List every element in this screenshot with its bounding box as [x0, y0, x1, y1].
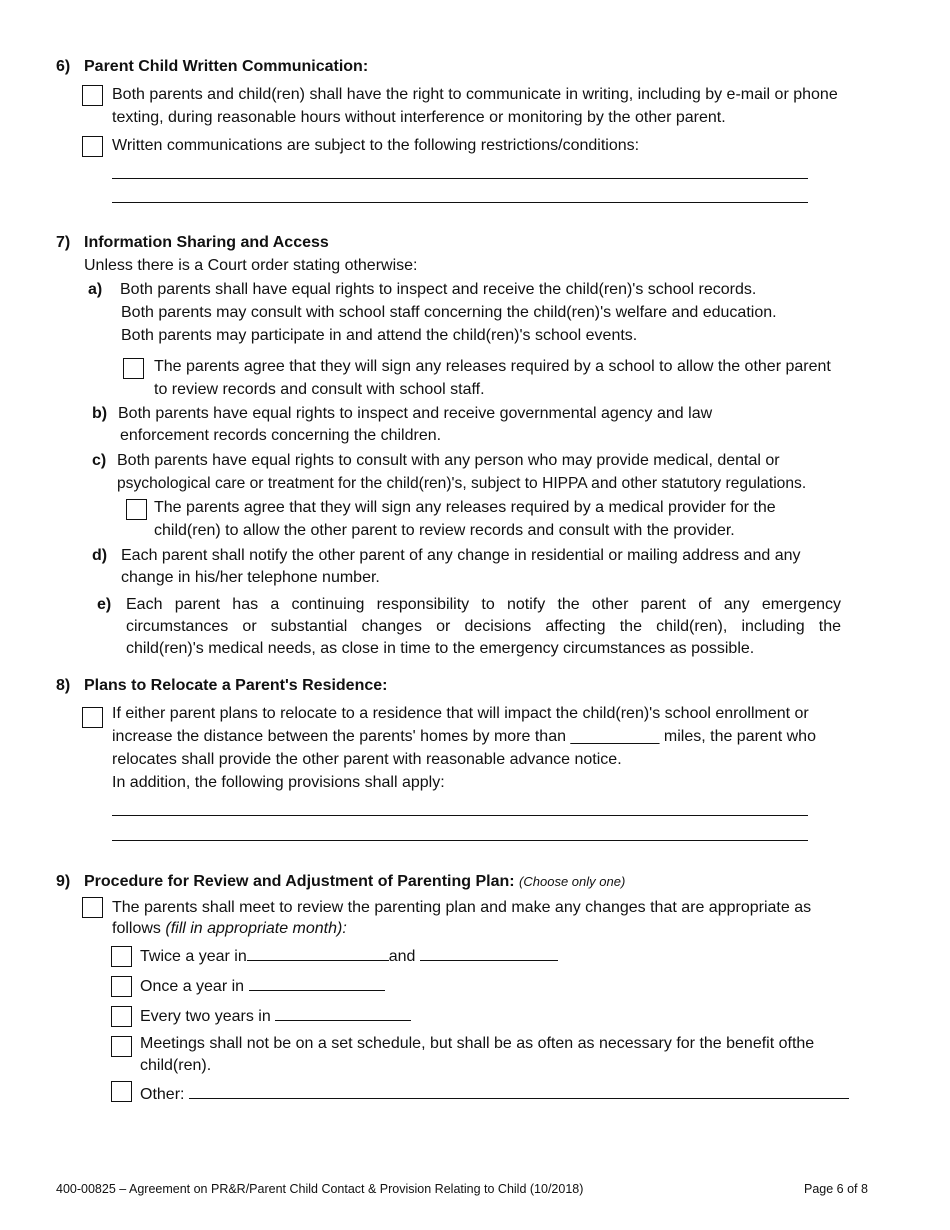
once-a-year-label: Once a year in	[140, 978, 245, 995]
once-month-field[interactable]	[249, 976, 385, 991]
section-9-heading	[84, 873, 625, 891]
section-6-option1-line1: Both parents and child(ren) shall have the right to communicate in writing, including by e-mail or phone	[112, 86, 838, 103]
twice-month-2-field[interactable]	[420, 946, 558, 961]
item-a-line1: Both parents shall have equal rights to inspect and receive the child(ren)'s school records.	[120, 281, 757, 298]
section-8-number: 8)	[56, 677, 71, 694]
school-releases-line2: to review records and consult with school staff.	[154, 381, 485, 398]
relocation-line4: In addition, the following provisions shall apply:	[112, 774, 445, 791]
section-7-number: 7)	[56, 234, 71, 251]
relocation-provisions-line-1[interactable]	[112, 815, 808, 816]
section-9-number: 9)	[56, 873, 71, 890]
item-b-letter: b)	[92, 405, 108, 422]
twice-a-year-checkbox[interactable]	[111, 946, 132, 967]
every-two-years-row	[140, 1006, 411, 1026]
every-two-years-label: Every two years in	[140, 1008, 271, 1025]
section-7-intro: Unless there is a Court order stating otherwise:	[84, 257, 418, 274]
page-number: Page 6 of 8	[804, 1182, 868, 1196]
section-8-title: Plans to Relocate a Parent's Residence:	[84, 677, 388, 694]
twice-a-year-row	[140, 946, 558, 966]
review-line2	[112, 920, 347, 938]
as-necessary-checkbox[interactable]	[111, 1036, 132, 1057]
section-6-option1-line2: texting, during reasonable hours without interference or monitoring by the other parent.	[112, 109, 726, 126]
written-communication-restrictions-checkbox[interactable]	[82, 136, 103, 157]
item-c-line1: Both parents have equal rights to consult with any person who may provide medical, dental or	[117, 452, 780, 469]
medical-releases-line2: child(ren) to allow the other parent to review records and consult with the provider.	[154, 522, 735, 539]
medical-releases-checkbox[interactable]	[126, 499, 147, 520]
relocation-notice-checkbox[interactable]	[82, 707, 103, 728]
section-9-title: Procedure for Review and Adjustment of Parenting Plan:	[84, 873, 515, 890]
item-e-letter: e)	[97, 596, 112, 613]
twice-and-label: and	[388, 948, 416, 965]
section-6-title: Parent Child Written Communication:	[84, 58, 369, 75]
item-e-line2: circumstances or substantial changes or decisions affecting the child(ren), including the	[126, 618, 841, 635]
as-necessary-line1: Meetings shall not be on a set schedule, but shall be as often as necessary for the benefit ofthe	[140, 1035, 815, 1052]
item-d-line1: Each parent shall notify the other parent of any change in residential or mailing address and any	[121, 547, 801, 564]
written-communication-right-checkbox[interactable]	[82, 85, 103, 106]
twice-month-1-field[interactable]	[247, 946, 389, 961]
review-line2-instruction: (fill in appropriate month):	[165, 920, 347, 937]
other-option-checkbox[interactable]	[111, 1081, 132, 1102]
other-description-field[interactable]	[189, 1084, 849, 1099]
once-a-year-row	[140, 976, 385, 996]
medical-releases-line1: The parents agree that they will sign any releases required by a medical provider for the	[154, 499, 776, 516]
relocation-line2	[112, 728, 816, 746]
review-meeting-checkbox[interactable]	[82, 897, 103, 918]
form-number-footer: 400-00825 – Agreement on PR&R/Parent Child Contact & Provision Relating to Child (10/2018)	[56, 1182, 584, 1196]
item-e-line1: Each parent has a continuing responsibility to notify the other parent of any emergency	[126, 596, 841, 613]
restrictions-blank-line-2[interactable]	[112, 202, 808, 203]
every-two-years-checkbox[interactable]	[111, 1006, 132, 1027]
item-e-line3: child(ren)'s medical needs, as close in time to the emergency circumstances as possible.	[126, 640, 755, 657]
relocation-miles-blank[interactable]: __________	[570, 728, 660, 745]
item-c-line2: psychological care or treatment for the child(ren)'s, subject to HIPPA and other statutory regulations.	[117, 475, 807, 492]
school-releases-checkbox[interactable]	[123, 358, 144, 379]
every-two-years-month-field[interactable]	[275, 1006, 411, 1021]
as-necessary-line2: child(ren).	[140, 1057, 212, 1074]
section-7-title: Information Sharing and Access	[84, 234, 329, 251]
relocation-line2-end: miles, the parent who	[663, 728, 816, 745]
item-c-letter: c)	[92, 452, 107, 469]
item-a-letter: a)	[88, 281, 103, 298]
section-6-number: 6)	[56, 58, 71, 75]
other-label: Other:	[140, 1086, 185, 1103]
review-line2-start: follows	[112, 920, 161, 937]
section-9-subtitle: (Choose only one)	[519, 874, 626, 889]
review-line1: The parents shall meet to review the parenting plan and make any changes that are appropriate as	[112, 899, 812, 916]
item-d-letter: d)	[92, 547, 108, 564]
twice-a-year-label: Twice a year in	[140, 948, 247, 965]
relocation-line2-start: increase the distance between the parents' homes by more than	[112, 728, 566, 745]
other-row	[140, 1084, 849, 1104]
item-d-line2: change in his/her telephone number.	[121, 569, 380, 586]
relocation-line1: If either parent plans to relocate to a residence that will impact the child(ren)'s school enrollment or	[112, 705, 809, 722]
section-6-option2: Written communications are subject to the following restrictions/conditions:	[112, 137, 640, 154]
item-a-line3: Both parents may participate in and attend the child(ren)'s school events.	[121, 327, 638, 344]
school-releases-line1: The parents agree that they will sign any releases required by a school to allow the other parent	[154, 358, 831, 375]
item-b-line1: Both parents have equal rights to inspect and receive governmental agency and law	[118, 405, 713, 422]
item-b-line2: enforcement records concerning the children.	[120, 427, 442, 444]
once-a-year-checkbox[interactable]	[111, 976, 132, 997]
relocation-line3: relocates shall provide the other parent with reasonable advance notice.	[112, 751, 622, 768]
restrictions-blank-line-1[interactable]	[112, 178, 808, 179]
item-a-line2: Both parents may consult with school staff concerning the child(ren)'s welfare and education.	[121, 304, 777, 321]
relocation-provisions-line-2[interactable]	[112, 840, 808, 841]
